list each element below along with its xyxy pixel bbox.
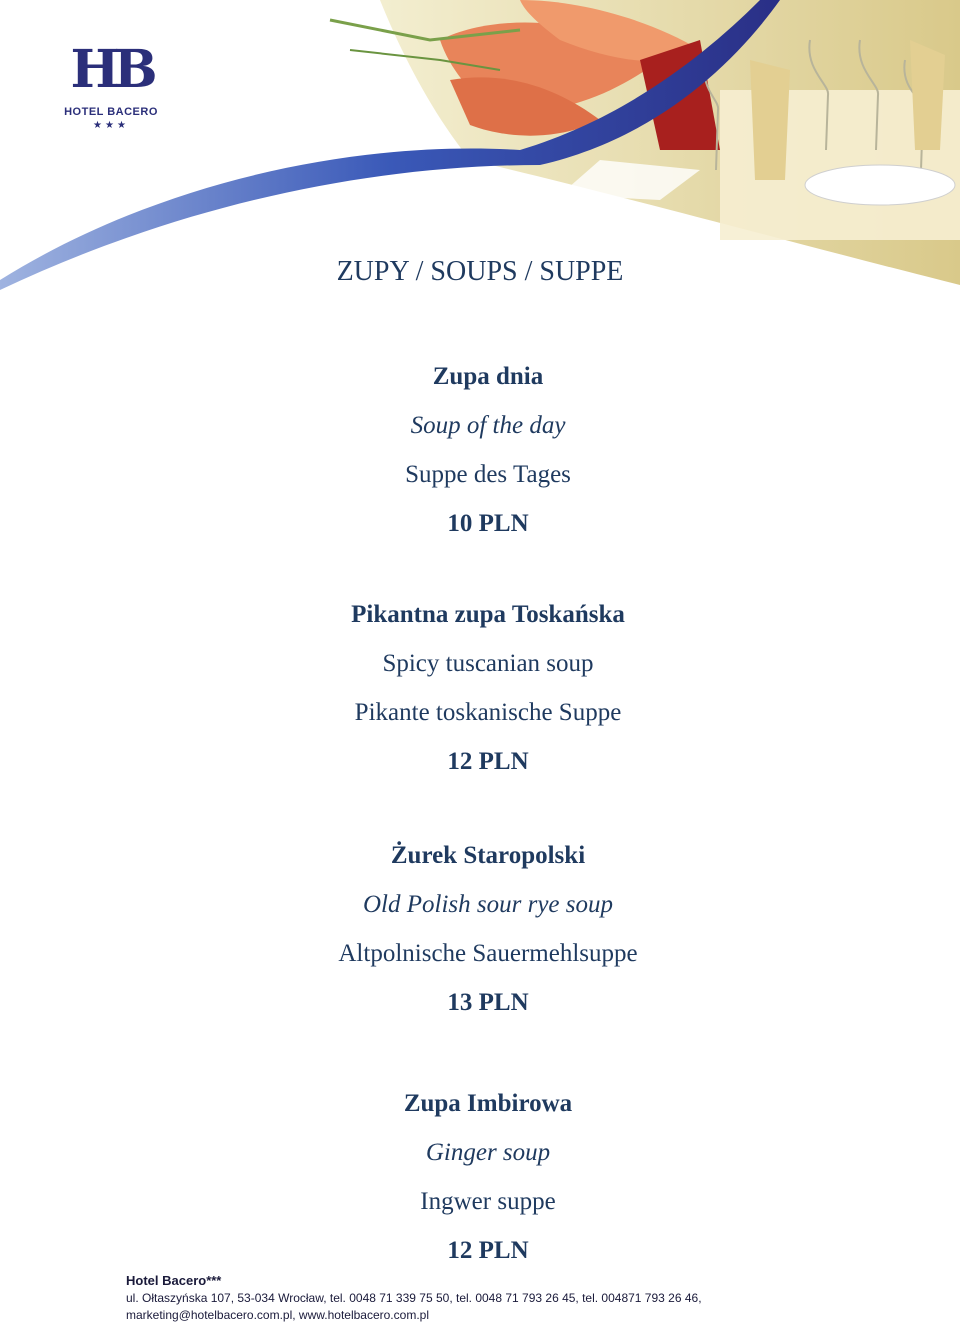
item-price: 12 PLN: [447, 748, 529, 775]
menu-title: ZUPY / SOUPS / SUPPE: [336, 256, 624, 287]
item-name-polish: Zupa Imbirowa: [403, 1090, 573, 1117]
footer-contact: [126, 1272, 926, 1324]
footer-address: ul. Ołtaszyńska 107, 53-034 Wrocław, tel. 0048 71 339 75 50, tel. 0048 71 793 26 45, tel. 004871 793 26 46,: [126, 1291, 702, 1305]
item-name-polish: Pikantna zupa Toskańska: [351, 601, 625, 628]
item-name-english: Ginger soup: [425, 1139, 551, 1166]
menu-item: [16, 1079, 960, 1275]
menu-item: [16, 352, 960, 548]
item-price: 13 PLN: [447, 989, 529, 1016]
footer-contact-links: marketing@hotelbacero.com.pl, www.hotelbacero.com.pl: [126, 1308, 429, 1322]
footer-hotel-name: Hotel Bacero***: [126, 1273, 222, 1288]
logo-name: HOTEL BACERO: [64, 106, 158, 118]
hotel-logo: [56, 39, 166, 131]
item-name-german: Ingwer suppe: [420, 1188, 556, 1215]
item-name-polish: Żurek Staropolski: [390, 842, 586, 869]
header-banner: [0, 0, 960, 300]
item-name-german: Altpolnische Sauermehlsuppe: [338, 940, 638, 967]
logo-mark: HB: [70, 39, 152, 100]
item-name-polish: Zupa dnia: [432, 363, 544, 390]
item-name-german: Suppe des Tages: [405, 461, 571, 488]
item-name-english: Old Polish sour rye soup: [363, 891, 613, 918]
item-name-english: Spicy tuscanian soup: [382, 650, 594, 677]
menu-item: [16, 590, 960, 786]
logo-stars: ★★★: [93, 120, 129, 131]
menu-item: [16, 831, 960, 1027]
item-price: 12 PLN: [447, 1237, 529, 1264]
soup-menu: [0, 352, 960, 1275]
item-price: 10 PLN: [447, 510, 529, 537]
item-name-german: Pikante toskanische Suppe: [354, 699, 622, 726]
item-name-english: Soup of the day: [410, 412, 566, 439]
